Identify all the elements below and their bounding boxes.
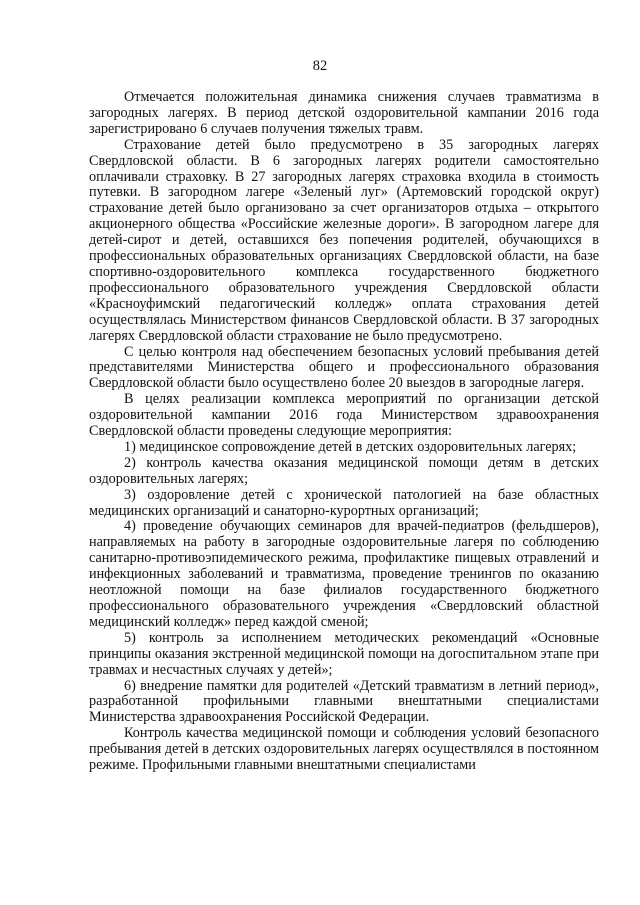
list-item-5: 5) контроль за исполнением методических рекомендаций «Основные принципы оказания экстренной медицинской помощи на догоспитальном этапе при травмах и несчастных случаях у детей»; (89, 629, 599, 678)
paragraph-control-visits: С целью контроля над обеспечением безопасных условий пребывания детей представителями Министерства общего и профессионального образования Свердловской области было осуществлено более 20 выездов в загородные лагеря. (89, 343, 599, 392)
list-item-1: 1) медицинское сопровождение детей в детских оздоровительных лагерях; (124, 438, 577, 455)
paragraph-insurance: Страхование детей было предусмотрено в 35 загородных лагерях Свердловской области. В 6 загородных лагерях родители самостоятельно оплачивали страховку. В 27 загородных лагерях страховка входила в стоимость путевки. В загородном лагере «Зеленый луг» (Артемовский городской округ) страхование детей было организовано за счет организаторов отдыха – открытого акционерного общества «Российские железные дороги». В загородном лагере для детей-сирот и детей, оставшихся без попечения родителей, обучающихся в профессиональных образовательных организациях Свердловской области, на базе спортивно-оздоровительного комплекса государственного бюджетного профессионального образовательного учреждения Свердловской области «Красноуфимский педагогический колледж» оплата страхования детей осуществлялась Министерством финансов Свердловской области. В 37 загородных лагерях Свердловской области страхование не было предусмотрено. (89, 136, 599, 344)
paragraph-injury-dynamics: Отмечается положительная динамика снижения случаев травматизма в загородных лагерях. В период детской оздоровительной кампании 2016 года зарегистрировано 6 случаев получения тяжелых травм. (89, 89, 599, 137)
paragraph-quality-control: Контроль качества медицинской помощи и соблюдения условий безопасного пребывания детей в детских оздоровительных лагерях осуществлялся в постоянном режиме. Профильными главными внештатными специалистами (89, 725, 599, 774)
document-body (89, 90, 599, 774)
page-number: 82 (312, 58, 328, 74)
list-item-4: 4) проведение обучающих семинаров для врачей-педиатров (фельдшеров), направляемых на работу в загородные оздоровительные лагеря по соблюдению санитарно-противоэпидемического режима, профилактике пищевых отравлений и инфекционных заболеваний и травматизма, проведение тренингов по оказанию неотложной помощи на базе филиалов государственного бюджетного профессионального образовательного учреждения «Свердловский областной медицинский колледж» перед каждой сменой; (89, 518, 599, 630)
paragraph-health-ministry-intro: В целях реализации комплекса мероприятий по организации детской оздоровительной кампании 2016 года Министерством здравоохранения Свердловской области проведены следующие мероприятия: (89, 391, 599, 440)
list-item-6: 6) внедрение памятки для родителей «Детский травматизм в летний период», разработанной профильными главными внештатными специалистами Министерства здравоохранения Российской Федерации. (89, 677, 599, 726)
list-item-3: 3) оздоровление детей с хронической патологией на базе областных медицинских организаций и санаторно-курортных организаций; (89, 486, 599, 519)
list-item-2: 2) контроль качества оказания медицинской помощи детям в детских оздоровительных лагерях; (89, 454, 599, 487)
